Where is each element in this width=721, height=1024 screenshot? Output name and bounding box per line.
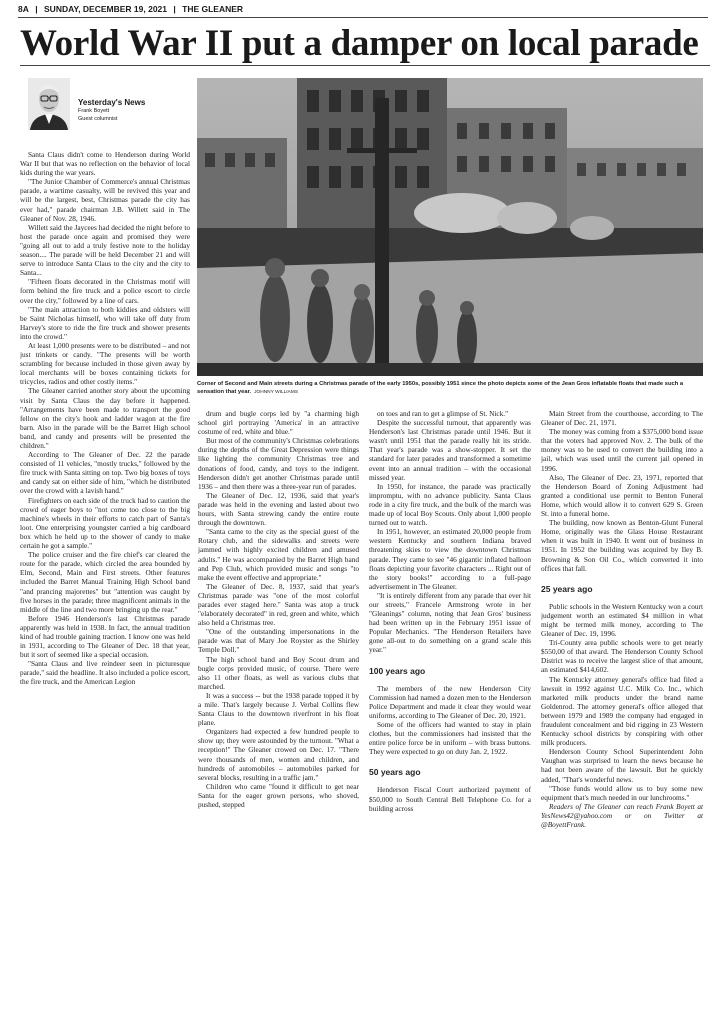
article-column-3: [369, 409, 531, 1018]
paragraph: "Santa Claus and live reindeer seen in picturesque parade," said the headline. It also included a police escort, the fire truck, and the American Legion: [20, 659, 190, 687]
paragraph: The Gleaner of Dec. 12, 1936, said that year's parade was held in the evening and lasted about two hours, with Santa strewing candy the entire route through the downtown.: [198, 490, 359, 528]
paragraph: on toes and ran to get a glimpse of St. Nick.": [377, 409, 509, 418]
contact-note: Readers of The Gleaner can reach Frank Boyett at YesNews42@yahoo.com or on Twitter at @BoyettFrank.: [541, 801, 703, 830]
columnist-photo: [28, 78, 70, 130]
byline: [78, 98, 188, 123]
caption-text: Corner of Second and Main streets during a Christmas parade of the early 1950s, possibly 1951 since the photo depicts some of the Jean Gros inflatable floats that made such a sensation that year.: [197, 381, 684, 395]
article-column-4: [541, 409, 703, 1018]
paragraph: Tri-County area public schools were to get nearly $550,00 of that award. The Henderson County School District was to receive the largest slice of that amount, an estimated $414,602.: [541, 638, 703, 675]
headline: World War II put a damper on local parade: [20, 22, 710, 66]
paragraph: Some of the officers had wanted to stay in plain clothes, but the commissioners had insisted that the entire police force be in uniform – with brass buttons. They were expected to go on duty Jan. 2, 1922.: [369, 720, 531, 757]
paragraph: It was a success -- but the 1938 parade topped it by a mile. That's largely because J. Verbal Collins flew Santa Claus to the downtown riverfront in his float plane.: [198, 690, 359, 728]
paragraph: The police cruiser and the fire chief's car cleared the route for the parade, which circled the area bounded by Elm, Second, Main and First streets. Other features included the Barret Manual Training High School band "and prancing majorettes" but "attention was caught by five horses in the parade; three magnificent animals in the middle of the line and two more bringing up the rear.": [20, 550, 190, 614]
paragraph: "It is entirely different from any parade that ever hit our streets," Francele Armstrong wrote in her "Gleanings" column, noting that Jean Gros' business had been written up in the February 1951 issue of Popular Mechanics. "The Henderson Retailers have gone all-out to do something on a grand scale this year.": [369, 590, 531, 655]
folio-divider: |: [35, 4, 38, 14]
column-name: Yesterday's News: [78, 98, 146, 107]
issue-date: SUNDAY, DECEMBER 19, 2021: [44, 4, 167, 14]
paragraph: The high school band and Boy Scout drum and bugle corps provided music, of course. There were also 11 other floats, as well as various clubs that marched.: [198, 654, 359, 691]
paragraph: Public schools in the Western Kentucky won a court judgement worth an estimated $4 million in what might be termed milk money, according to The Gleaner of Dec. 19, 1996.: [541, 601, 703, 639]
section-heading: 25 years ago: [541, 583, 593, 594]
paragraph: drum and bugle corps led by "a charming high school girl portraying 'America' in an attractive costume of red, white and blue.": [198, 409, 359, 437]
paragraph: The Gleaner of Dec. 8, 1937, said that year's Christmas parade was "one of the most colorful parades ever staged here." Santa was atop a truck "elaborately decorated" in red, green and white, which also held a Christmas tree.: [198, 581, 359, 628]
section-heading: 50 years ago: [369, 767, 421, 778]
paragraph: Henderson Fiscal Court authorized payment of $50,000 to South Central Bell Telephone Co. for a building across: [369, 785, 531, 813]
paragraph: "One of the outstanding impersonations in the parade was that of Mary Joe Royster as the Shirley Temple Doll.": [198, 627, 359, 655]
paragraph: Firefighters on each side of the truck had to caution the crowd of eager boys to "not come too close to the big machine's wheels in their efforts to catch part of Santa's loot. One enterprising youngster carried a big cardboard box which he held up to the shower of candy to make certain he got a sample.": [20, 495, 190, 551]
article-column-2: [198, 409, 359, 1018]
folio-divider: |: [173, 4, 176, 14]
paragraph: Before 1946 Henderson's last Christmas parade apparently was held in 1938. In fact, the annual tradition kind of had trouble gaining traction. I know one was held in 1931, according to The Gleaner of Dec. 18 that year, but it sort of seemed like a special occasion.: [20, 613, 190, 660]
paragraph: At least 1,000 presents were to be distributed – and not just trinkets or candy. "The presents will be worth scrambling for because included in those given away by local merchants will be boxes containing tickets for tricycles, radios and other costly items.": [20, 340, 190, 387]
paragraph: "The main attraction to both kiddies and oldsters will be Saint Nicholas himself, who will take off duty from Harvey's store to ride the fire truck and shower presents into the crowd.": [20, 304, 190, 341]
paragraph: Children who came "found it difficult to get near Santa for the eager grown persons, who shoved, pushed, stepped: [198, 781, 359, 810]
paragraph: Henderson County School Superintendent John Vaughan was surprised to learn the news because he had not been aware of the lawsuit. But he quickly added, "That's wonderful news.: [541, 747, 703, 784]
paragraph: Main Street from the courthouse, according to The Gleaner of Dec. 21, 1971.: [541, 409, 703, 428]
article-column-1: [20, 150, 190, 1018]
paragraph: "Those funds would allow us to buy some new equipment that's much needed in our lunchrooms.": [541, 783, 703, 802]
paragraph: The Gleaner carried another story about the upcoming visit by Santa Claus the day before it happened. "Arrangements have been made to transport the good fellow on the city's hook and ladder wagon at the fire barn. Also in the parade will be the Barret High school band, and candy and presents will be presented the children.": [20, 386, 190, 450]
page-number: 8A: [18, 4, 29, 14]
paragraph: Organizers had expected a few hundred people to show up; they were astounded by the turnout. "What a reception!" The Gleaner crowed on Dec. 17. "There were thousands of men, women and children, and hundreds of automobiles – automobiles parked for several blocks, resulting in a traffic jam.": [198, 727, 359, 782]
photo-credit: JOHNNY WILLIAMS: [254, 389, 299, 395]
paragraph: The Kentucky attorney general's office had filed a lawsuit in 1992 against U.C. Milk Co. Inc., which marketed milk products under the brand name Goldenrod. The attorney general's office alleged that between 1979 and 1989 the company had engaged in fraudulent concealment and bid rigging in 23 Western Kentucky school districts by conspiring with other milk producers.: [541, 674, 703, 748]
section-heading: 100 years ago: [369, 665, 426, 676]
folio-line: [18, 4, 708, 18]
paragraph: Willett said the Jaycees had decided the night before to host the parade once again and promised they were "going all out to add a truly festive note to the holiday season.... The parade will be held December 21 and will serve to introduce Santa Claus to the city and the city to Santa...: [20, 222, 190, 278]
paragraph: In 1950, for instance, the parade was practically impromptu, with no advance publicity. Santa Claus rode in a city fire truck, and the bulk of the march was made up of local Boy Scouts. Only about 1,000 people turned out to watch.: [369, 481, 531, 528]
paragraph: Despite the successful turnout, that apparently was Henderson's last Christmas parade until 1946. But it wasn't until 1951 that the parade really hit its stride. That year's parade was a show-stopper. It set the standard for later parades and transformed a sometime event into an annual tradition – with the occasional missed year.: [369, 418, 531, 482]
author-name: Frank Boyett: [78, 108, 110, 115]
photo-caption: [197, 381, 703, 397]
paragraph: In 1951, however, an estimated 20,000 people from western Kentucky and southern Indiana braved threatening skies to view the downtown Christmas parade. They came to see "46 gigantic inflated balloon floats depicting your favorite characters ... Right out of the story books!" according to a full-page advertisement in The Gleaner.: [369, 527, 531, 591]
paragraph: According to The Gleaner of Dec. 22 the parade consisted of 11 vehicles, "mostly trucks," followed by the fire truck with Santa sitting on top. Two big boxes of toys and candy sat on either side of him, "which he distributed over the crowd with a lavish hand.": [20, 450, 190, 496]
paragraph: "The Junior Chamber of Commerce's annual Christmas parade, a wartime casualty, will be revived this year and will be the largest, best, Christmas parade the city has ever had," parade chairman J.B. Willett said in The Gleaner of Nov. 28, 1946.: [20, 177, 190, 223]
newspaper-name: THE GLEANER: [182, 4, 244, 14]
paragraph: The money was coming from a $375,000 bond issue that the voters had approved Nov. 2. The bulk of the money was to be used to convert the building into a jail, which was used until the current jail opened in 1996.: [541, 427, 703, 473]
paragraph: But most of the community's Christmas celebrations during the depths of the Great Depression were things like lighting the community Christmas tree and donations of food, candy, and toys to the indigent. Henderson didn't get another Christmas parade until 1936 – and then there was a three-year run of parades.: [198, 436, 359, 491]
paragraph: Also, The Gleaner of Dec. 23, 1971, reported that the Henderson Board of Zoning Adjustment had granted a conditional use permit to Benton Funeral Home, which would allow it to convert 629 S. Green St. into a funeral home.: [541, 472, 703, 519]
author-role: Guest columnist: [78, 115, 118, 122]
paragraph: The members of the new Henderson City Commission had named a dozen men to the Henderson Police Department and made it clear they would wear uniforms, according to The Gleaner of Dec. 20, 1921.: [369, 683, 531, 720]
paragraph: The building, now known as Benton-Glunt Funeral Home, originally was the Glass House Restaurant when it was built in 1940. It went out of business in 1951. In 1952 the building was acquired by Iley B. Browning & Son Oil Co., which converted it into offices that fall.: [541, 518, 703, 573]
paragraph: "Santa came to the city as the special guest of the Rotary club, and the sidewalks and streets were jammed with highly excited children and amused adults." He was accompanied by the Barret High band and Pep Club, which provided music and songs "to make the event effective and appropriate.": [198, 527, 359, 582]
paragraph: Santa Claus didn't come to Henderson during World War II but that was no reflection on the behavior of local kids during the war years.: [20, 150, 190, 178]
parade-photo: [197, 78, 703, 376]
paragraph: "Fifteen floats decorated in the Christmas motif will form behind the fire truck and a police escort to circle over the city," followed by a line of cars.: [20, 277, 190, 305]
